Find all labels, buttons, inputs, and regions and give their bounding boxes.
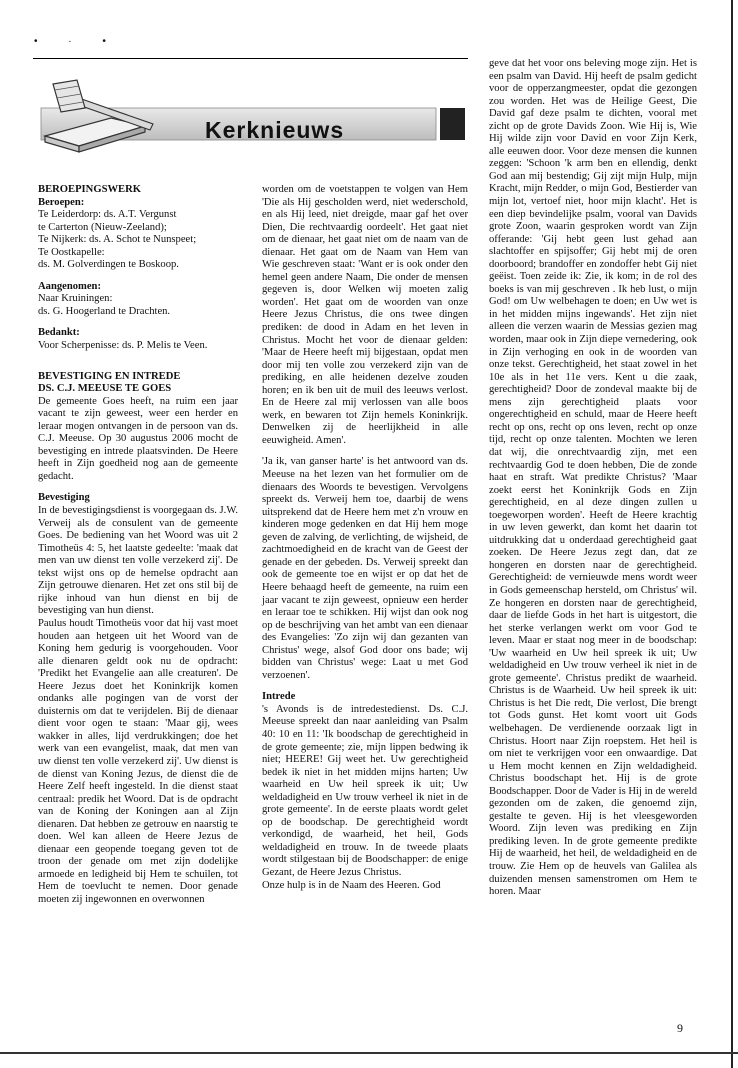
body-paragraph: 'Ja ik, van ganser harte' is het antwoord van ds. Meeuse na het lezen van het formulier om de dienaars des Woords te bevestigen. Vervolgens spreekt ds. Verweij hem toe, daarbij de wens uitsprekend dat de Heere hem met z'n vrouw en kinderen moge gedenken en dat Hij hem moge geven de zalving, de verlichting, de wijsheid, de zachtmoedigheid en de kracht van de Geest der genade en der gebeden. Ds. Verweij spreekt dan ook de gemeente toe en wijst er op dat het de Heere behaagd heeft de gemeente, na ruim een jaar vacant te zijn geweest, opnieuw een herder en leraar toe te schikken. Hij wijst dan ook nog op de beschrijving van het ambt van een dienaar des Evangelies: 'Zo zijn wij dan gezanten van Christus' wege, alsof God door ons bade; wij bidden van Christus' wege: Laat u met God verzoenen'. [262, 456, 468, 681]
bottom-edge-rule [0, 1052, 738, 1054]
page-number: 9 [677, 1021, 683, 1035]
subheading-aangenomen: Aangenomen: [38, 280, 101, 292]
bedankt-line: Voor Scherpenisse: ds. P. Melis te Veen. [38, 340, 208, 352]
bevestiging-paragraph: Paulus houdt Timotheüs voor dat hij vast moet houden aan hetgeen uit het Woord van de Koning hem gedurig is voorgehouden. Voor alle dienaren geldt ook nu de opdracht: 'Predikt het Evangelie aan alle creaturen'. De Heere Jezus doet het Koninkrijk komen ondanks alle pogingen van de vorst der duisternis om dat te verijdelen. Bij de dienaar dient voor ogen te staan: 'Maar gij, wees wakker in alles, lijd verdrukkingen; doe het werk van een evangelist, maak, dat men van uw dienst ten volle verzekerd zij'. Uw dienst is de dienst van Koning Jezus, de dienst die de Heere Zelf heeft ingesteld. In die dienst staat centraal: predik het Woord. Dat is de opdracht van de Koning der Koningen aan al Zijn dienaren. Dat hebben ze getrouw en naarstig te doen. Wel kan alleen de Heere Jezus de dienaar een geopende toegang geven tot de troon der genade om met zijn dodelijke armoede en ledigheid bij Hem te schuilen, tot Hem de toevlucht te nemen. Door genade moeten zij ingewonnen en overwonnen [38, 617, 238, 905]
beroepen-line: ds. M. Golverdingen te Boskoop. [38, 259, 179, 271]
header-dots: • · • [34, 36, 120, 47]
middle-column [262, 184, 468, 892]
left-column [38, 184, 238, 907]
heading-beroepingswerk: BEROEPINGSWERK [38, 184, 142, 195]
body-paragraph: worden om de voetstappen te volgen van Hem 'Die als Hij gescholden werd, niet wederschold, en als Hij leed, niet dreigde, maar gaf het over Dien, Die rechtvaardig oordeelt'. Het gaat niet om de dienaar, het gaat niet om de naam van de dienaar. Het gaat om de Naam van Hem van Wie geschreven staat: 'Want er is ook onder den hemel geen andere Naam, Die onder de mensen gegeven is, door Welken wij moeten zalig worden'. Het gaat om de woorden van onze Heere Jezus Christus, die ons twee dingen prediken: de dood in Adam en het leven in Christus. Mocht het voor de dienaar gelden: 'Maar de Heere heeft mij bijgestaan, opdat men door mij ten volle zou verzekerd zijn van de prediking, en alle heidenen dezelve zouden horen; en ik ben uit de muil des leeuws verlost. En de Heere zal mij verlossen van alle boos werk, en bewaren tot Zijn hemels Koninkrijk. Denwelken zij de heerlijkheid in alle eeuwigheid. Amen'. [262, 184, 468, 446]
subheading-bedankt: Bedankt: [38, 327, 80, 339]
bevestiging-paragraph: In de bevestigingsdienst is voorgegaan ds. J.W. Verweij als de consulent van de gemeente Goes. De bediening van het Woord was uit 2 Timotheüs 4: 5, het laatste gedeelte: 'maak dat men van uw dienst ten volle verzekerd zij'. De tekst wijst ons op de hemelse opdracht aan Zijn getrouwe dienaren. Het zet ons stil bij de rijke inhoud van hun dienst en bij de bevestiging van hun dienst. [38, 505, 238, 617]
body-paragraph: geve dat het voor ons beleving moge zijn. Het is een psalm van David. Hij heeft de psalm gedicht voor de opperzangmeester, opdat die gezongen zou worden. Het was de Heilige Geest, Die David gaf deze psalm te dichten, vooral met zicht op de grote Davids Zoon. Wie Hij is, Wie Hij wilde zijn voor David en voor Zijn Kerk, alle eeuwen door. Voor deze mensen die kunnen zeggen: 'Schoon 'k arm ben en ellendig, denkt God aan mij bestendig; Gij zijt mijn Hulp, mijn Kracht, mijn Redder, o mijn God, Bestierder van mijn lot, vertoef niet, hoor mijn klacht'. Het is een diep bevindelijke psalm, vooral van Davids grote Zoon, waarin gesproken wordt van Zijn offerande: 'Gij hebt geen lust gehad aan slachtoffer en spijsoffer; Gij hebt mij de oren doorboord; brandoffer en zondoffer hebt Gij niet geëist. Toen zeide ik: Zie, ik kom; in de rol des boeks is van mij geschreven . Ik heb lust, o mijn God! om Uw welbehagen te doen; en Uw wet is in het midden mijns ingewands'. Het zijn niet alleen die verzen waarin de Messias gezien mag worden, maar ook in Zijn diepe vernedering, ook in Zijn verhoging en ook in de woorden van onze tekst. Gerechtigheid, het staat zowel in het 10e als in het 11e vers. Kent u die zaak, gerechtigheid? Door de zondeval maakte bij de mens zijn gerechtigheid plaats voor ongerechtigheid en schuld, maar de Heere heeft recht op ons, recht op ons leven, recht op onze tijd, recht op onze talenten. Mochten we leren dat wij, die onrechtvaardig zijn, met een rechtvaardig God te doen hebben, Die de zonde haat en straft. Wat predikte Christus? 'Maar zoekt eerst het Koninkrijk Gods en Zijn gerechtigheid, en al deze dingen zullen u toegeworpen worden'. Heeft de Heere krachtig in uw leven gewerkt, dan komt het daarin tot uitdrukking dat u onderdaad gerechtigheid gaat zoeken. De Heere Jezus zegt dan, dat ze hongeren en dorsten naar de gerechtigheid. Gerechtigheid: de vernieuwde mens wordt weer in Gods gemeenschap hersteld, om Christus' wil. Ze hongeren en dorsten naar de gerechtigheid, daar de liefde Gods in het hart is uitgestort, die het sterke verlangen werkt om voor God te leven. Maar er staat nog meer in de boodschap: 'Uw waarheid en Uw heil spreek ik uit; Uw weldadigheid en Uw trouw verheel ik niet in de grote gemeente'. Christus predikt de waarheid. Christus is de Waarheid. Uw heil spreek ik uit: Christus is het Die redt, Die verlost, Die brengt tot Gods gunst. Het komt voort uit Gods welbehagen. De verdienende oorzaak ligt in Christus. Hoort naar Zijn roepstem. Het heil is om niet te verkrijgen voor een onwaardige. Dat u Hem mocht kennen en Zijn weldadigheid. Christus boodschapt het. Hij is de grote Boodschapper. Door de Vader is Hij in de wereld gezonden om de zaken, die genoemd zijn, gestalte te geven. Hij is het vleesgeworden Woord. Zijn leven was prediking en Zijn prediking leven. In de grote gemeente predikte Hij de waarheid, het heil, de weldadigheid en de trouw. Zie Hem op de heuvels van Galilea als duizenden mensen samenstromen om Hem te horen. Maar [489, 58, 697, 898]
beroepen-line: Te Oostkapelle: [38, 246, 105, 258]
subheading-bevestiging: Bevestiging [38, 492, 90, 504]
section-title: Kerknieuws [205, 117, 345, 143]
aangenomen-line: Naar Kruiningen: [38, 293, 113, 305]
right-column [489, 58, 697, 899]
header-rule [33, 58, 468, 59]
beroepen-line: te Carterton (Nieuw-Zeeland); [38, 221, 167, 233]
intro-paragraph: De gemeente Goes heeft, na ruim een jaar vacant te zijn geweest, weer een herder en leraar mogen ontvangen in de persoon van ds. C.J. Meeuse. Op 30 augustus 2006 mocht de bevestiging en intrede plaatsvinden. De Heere heeft in Zijn goedheid nog aan de gemeente gedacht. [38, 395, 238, 482]
subheading-intrede: Intrede [262, 691, 296, 703]
intrede-paragraph: Onze hulp is in de Naam des Heeren. God [262, 879, 441, 891]
subheading-beroepen: Beroepen: [38, 196, 85, 208]
intrede-paragraph: 's Avonds is de intredestedienst. Ds. C.J. Meeuse spreekt dan naar aanleiding van Psalm 40: 10 en 11: 'Ik boodschap de gerechtigheid in de grote gemeente; zie, mijn lippen bedwing ik niet; HEERE! Gij weet het. Uw gerechtigheid bedek ik niet in het midden mijns harten; Uw waarheid en Uw heil spreek ik uit; Uw weldadigheid en Uw trouw verheel ik niet in de grote gemeente'. In de eerste plaats wordt gelet op de boodschap. De gerechtigheid wordt verkondigd, de waarheid, het heil, Gods weldadigheid en trouw. In de tweede plaats wordt stilgestaan bij de Boodschapper: de enige Gezant, de Heere Jezus Christus. [262, 703, 468, 878]
banner-end-block [440, 108, 465, 140]
right-edge-rule [731, 0, 733, 1068]
beroepen-line: Te Leiderdorp: ds. A.T. Vergunst [38, 209, 177, 221]
aangenomen-line: ds. G. Hoogerland te Drachten. [38, 305, 171, 317]
heading-bevestiging-line2: DS. C.J. MEEUSE TE GOES [38, 383, 172, 395]
beroepen-line: Te Nijkerk: ds. A. Schot te Nunspeet; [38, 234, 197, 246]
heading-bevestiging-line1: BEVESTIGING EN INTREDE [38, 370, 181, 382]
